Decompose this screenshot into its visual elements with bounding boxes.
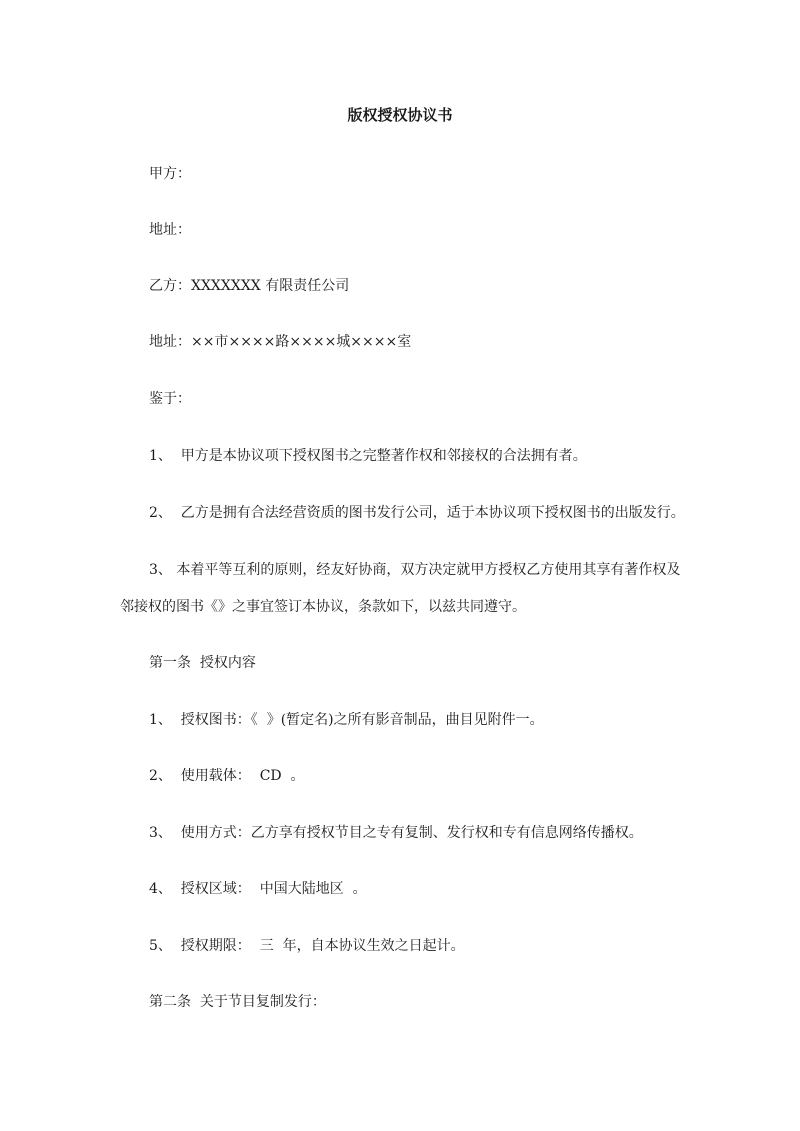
party-a-address: 地址： — [149, 222, 191, 238]
article-1-item-2: 2、 使用载体： CD 。 — [149, 768, 305, 784]
article-1-item-1: 1、 授权图书：《 》(暂定名)之所有影音制品，曲目见附件一。 — [149, 712, 544, 728]
whereas-item-2: 2、 乙方是拥有合法经营资质的图书发行公司，适于本协议项下授权图书的出版发行。 — [149, 505, 685, 521]
party-a-label: 甲方： — [149, 166, 191, 182]
whereas-heading: 鉴于： — [149, 391, 191, 407]
whereas-item-1: 1、 甲方是本协议项下授权图书之完整著作权和邻接权的合法拥有者。 — [149, 448, 587, 464]
party-b-address: 地址：××市××××路××××城××××室 — [149, 334, 412, 350]
article-1-item-3: 3、 使用方式：乙方享有授权节目之专有复制、发行权和专有信息网络传播权。 — [149, 825, 643, 841]
article-1-heading: 第一条 授权内容 — [149, 655, 256, 671]
document-title: 版权授权协议书 — [347, 106, 453, 124]
whereas-item-3-continued: 邻接权的图书《》之事宜签订本协议，条款如下，以兹共同遵守。 — [120, 599, 526, 615]
whereas-item-3: 3、 本着平等互利的原则，经友好协商，双方决定就甲方授权乙方使用其享有著作权及 — [149, 562, 681, 578]
article-1-item-5: 5、 授权期限： 三 年，自本协议生效之日起计。 — [149, 938, 465, 954]
article-2-heading: 第二条 关于节目复制发行： — [149, 994, 326, 1010]
article-1-item-4: 4、 授权区域： 中国大陆地区 。 — [149, 881, 367, 897]
party-b-label: 乙方：XXXXXXX 有限责任公司 — [149, 278, 350, 294]
